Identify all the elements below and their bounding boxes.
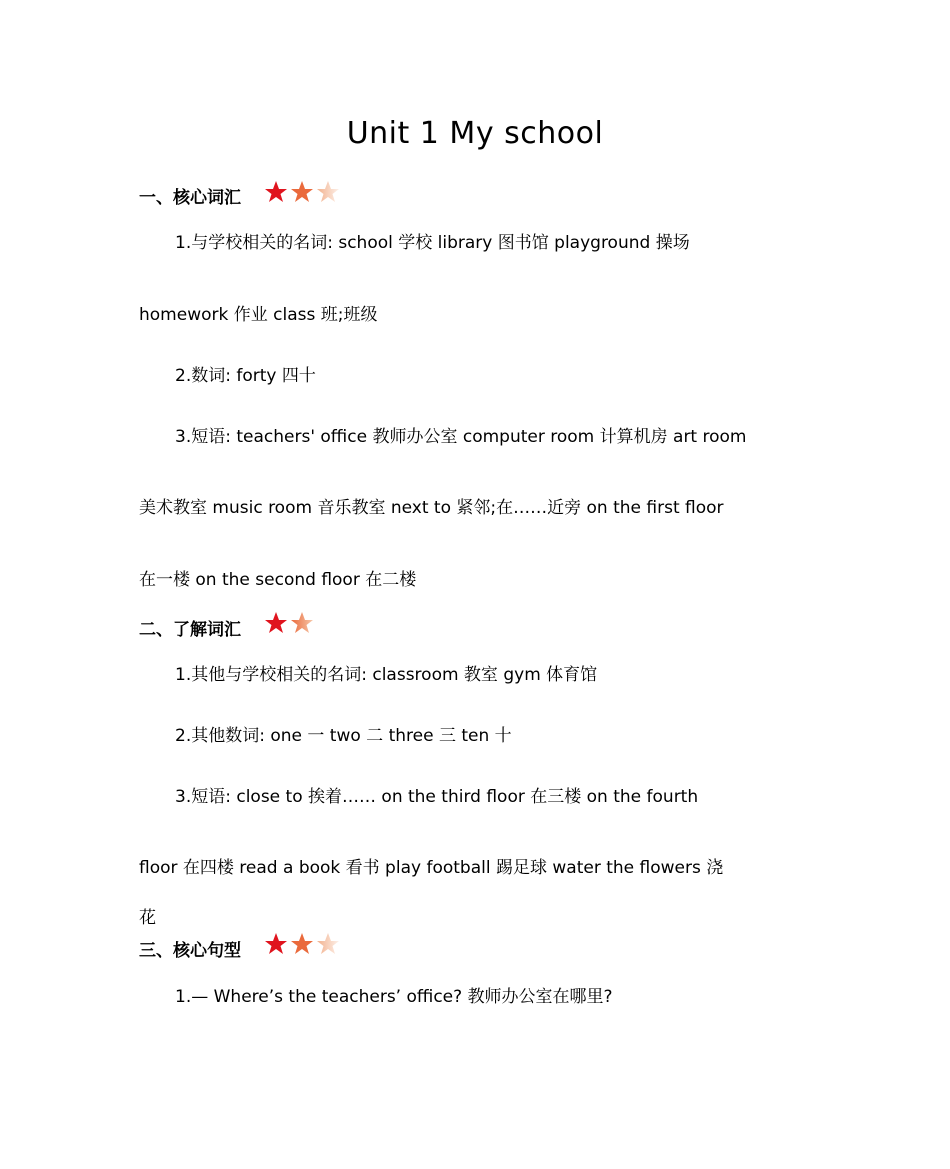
vocab-line: 1.与学校相关的名词: school 学校 library 图书馆 playground 操场 — [175, 233, 690, 253]
half-star-icon — [317, 933, 339, 954]
vocab-line: 花 — [139, 908, 156, 928]
half-star-icon — [291, 612, 313, 633]
rating-stars — [264, 931, 344, 957]
vocab-line: 2.数词: forty 四十 — [175, 366, 316, 386]
section-heading-core-sentences: 三、核心句型 — [139, 941, 241, 961]
star-icon — [265, 612, 287, 633]
vocab-line: 美术教室 music room 音乐教室 next to 紧邻;在……近旁 on the first floor — [139, 498, 724, 518]
rating-stars — [264, 610, 320, 636]
sentence-line: 1.— Where’s the teachers’ office? 教师办公室在哪里? — [175, 987, 613, 1007]
star-icon — [291, 181, 313, 202]
vocab-line: floor 在四楼 read a book 看书 play football 踢足球 water the flowers 浇 — [139, 858, 724, 878]
vocab-line: 2.其他数词: one 一 two 二 three 三 ten 十 — [175, 726, 512, 746]
vocab-line: homework 作业 class 班;班级 — [139, 305, 378, 325]
section-heading-extra-vocab: 二、了解词汇 — [139, 620, 241, 640]
vocab-line: 1.其他与学校相关的名词: classroom 教室 gym 体育馆 — [175, 665, 598, 685]
section-heading-core-vocab: 一、核心词汇 — [139, 188, 241, 208]
vocab-line: 在一楼 on the second floor 在二楼 — [139, 570, 417, 590]
star-icon — [291, 933, 313, 954]
rating-stars — [264, 179, 344, 205]
vocab-line: 3.短语: teachers' office 教师办公室 computer room 计算机房 art room — [175, 427, 747, 447]
star-icon — [265, 933, 287, 954]
star-icon — [265, 181, 287, 202]
vocab-line: 3.短语: close to 挨着…… on the third floor 在三楼 on the fourth — [175, 787, 699, 807]
half-star-icon — [317, 181, 339, 202]
page-title: Unit 1 My school — [346, 116, 604, 151]
